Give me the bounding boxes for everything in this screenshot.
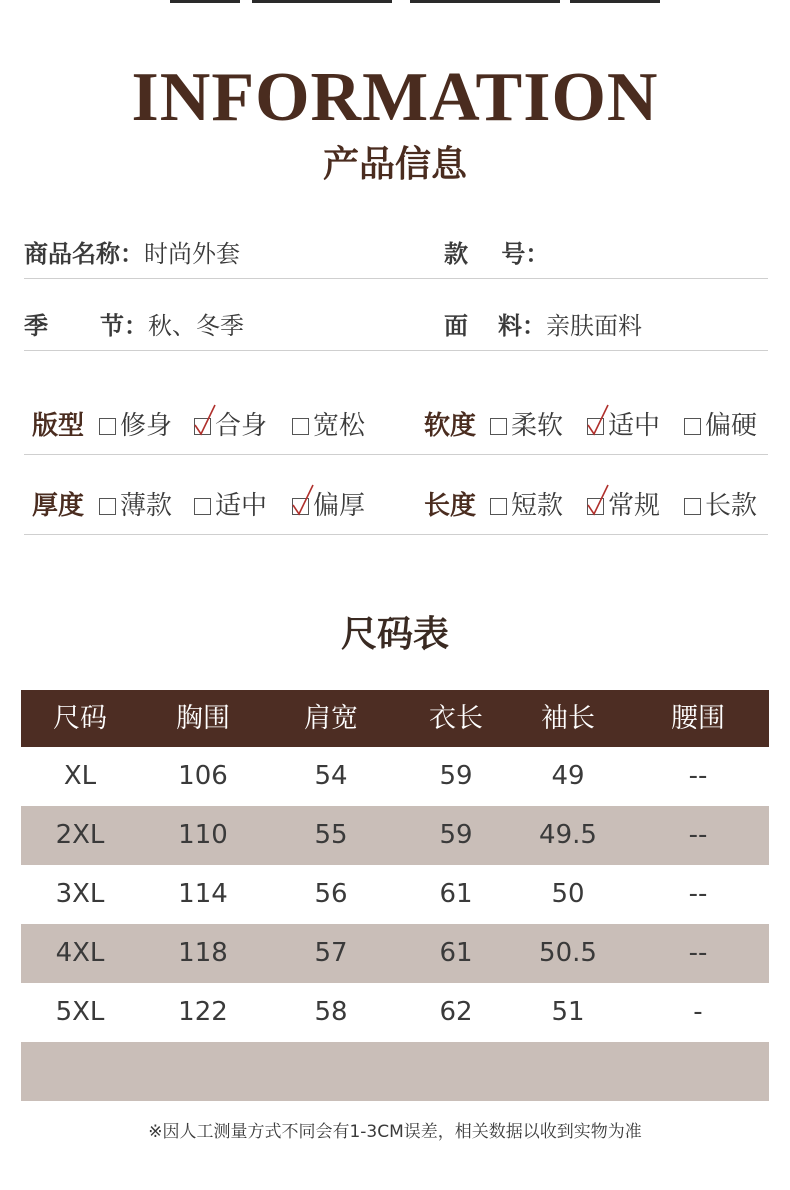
table-cell: 114 <box>178 879 228 909</box>
table-cell: -- <box>688 879 708 909</box>
product-name-value: 时尚外套 <box>144 240 240 268</box>
table-cell: 3XL <box>55 879 105 909</box>
table-cell: 2XL <box>55 820 105 850</box>
header-cell: 胸围 <box>176 703 230 734</box>
checked-box-icon <box>587 498 604 515</box>
table-cell: 50.5 <box>539 938 597 968</box>
checked-box-icon <box>292 498 309 515</box>
checked-box-icon <box>194 418 211 435</box>
table-row <box>21 924 769 983</box>
attribute-option-text: 长款 <box>705 491 758 521</box>
size-table <box>21 690 769 1101</box>
table-row <box>21 806 769 865</box>
top-image-strip <box>0 0 790 3</box>
attribute-option-text: 适中 <box>215 491 268 521</box>
attribute-option <box>684 488 757 524</box>
header-cell: 腰围 <box>671 703 725 734</box>
table-cell: -- <box>688 938 708 968</box>
page-title-cn: 产品信息 <box>322 144 467 185</box>
table-cell: XL <box>63 761 97 791</box>
attribute-option-text: 常规 <box>608 491 661 521</box>
page-title-en: INFORMATION <box>131 59 659 136</box>
attribute-option <box>292 408 365 444</box>
attribute-option <box>490 488 563 524</box>
table-cell: 57 <box>314 938 348 968</box>
empty-box-icon <box>99 418 116 435</box>
header-cell: 衣长 <box>429 703 483 734</box>
empty-box-icon <box>684 418 701 435</box>
attribute-option <box>292 488 365 524</box>
footnote: ※因人工测量方式不同会有1-3CM误差，相关数据以收到实物为准 <box>148 1122 642 1142</box>
attribute-row <box>24 478 768 535</box>
attribute-option-text: 短款 <box>511 491 564 521</box>
attribute-option-text: 薄款 <box>120 491 173 521</box>
empty-box-icon <box>99 498 116 515</box>
checked-box-icon <box>587 418 604 435</box>
header-cell: 袖长 <box>541 703 595 734</box>
attribute-row <box>24 398 768 455</box>
table-cell: 58 <box>314 997 348 1027</box>
table-cell: 50 <box>551 879 585 909</box>
attribute-label: 长度 <box>424 491 477 521</box>
table-row <box>21 865 769 924</box>
attribute-option-text: 适中 <box>608 411 661 441</box>
attribute-option-text: 偏硬 <box>705 411 758 441</box>
attribute-option-text: 宽松 <box>313 411 366 441</box>
season-label-a: 季 <box>24 312 48 340</box>
attribute-option <box>99 488 172 524</box>
info-row-season <box>24 298 768 351</box>
table-cell: 49 <box>551 761 585 791</box>
table-row <box>21 747 769 806</box>
attribute-label: 厚度 <box>32 491 85 521</box>
fabric-label-a: 面 <box>444 312 468 340</box>
table-cell: 49.5 <box>539 820 597 850</box>
attribute-option <box>194 488 267 524</box>
attribute-label: 版型 <box>32 411 85 441</box>
table-cell: 55 <box>314 820 348 850</box>
table-row <box>21 1042 769 1101</box>
table-cell: -- <box>688 761 708 791</box>
attribute-option-text: 合身 <box>215 411 268 441</box>
table-cell: 56 <box>314 879 348 909</box>
table-cell: 61 <box>439 879 473 909</box>
attribute-option <box>587 408 660 444</box>
table-cell: 106 <box>178 761 228 791</box>
season-value: 秋、冬季 <box>148 312 244 340</box>
size-table-header <box>21 690 769 747</box>
style-no-label: 款 号： <box>444 240 550 268</box>
table-cell: -- <box>688 820 708 850</box>
empty-box-icon <box>490 498 507 515</box>
table-cell: - <box>693 997 703 1027</box>
info-row-name <box>24 226 768 279</box>
attribute-option <box>587 488 660 524</box>
table-row <box>21 983 769 1042</box>
attribute-option <box>99 408 172 444</box>
season-label-b: 节： <box>100 312 148 340</box>
attribute-option <box>684 408 757 444</box>
table-cell: 4XL <box>55 938 105 968</box>
empty-box-icon <box>684 498 701 515</box>
table-cell: 118 <box>178 938 228 968</box>
table-cell: 59 <box>439 820 473 850</box>
empty-box-icon <box>194 498 211 515</box>
fabric-label-b: 料： <box>498 312 546 340</box>
size-table-title: 尺码表 <box>340 614 449 655</box>
attribute-option-text: 修身 <box>120 411 173 441</box>
table-cell: 5XL <box>55 997 105 1027</box>
product-name-label: 商品名称： <box>24 240 144 268</box>
attribute-option <box>194 408 267 444</box>
table-cell: 54 <box>314 761 348 791</box>
empty-box-icon <box>490 418 507 435</box>
attribute-option <box>490 408 563 444</box>
table-cell: 110 <box>178 820 228 850</box>
header-cell: 尺码 <box>53 703 107 734</box>
attribute-option-text: 偏厚 <box>313 491 366 521</box>
fabric-value: 亲肤面料 <box>546 312 642 340</box>
table-cell: 122 <box>178 997 228 1027</box>
header-cell: 肩宽 <box>304 703 358 734</box>
table-cell: 62 <box>439 997 473 1027</box>
table-cell: 59 <box>439 761 473 791</box>
attribute-label: 软度 <box>424 411 477 441</box>
empty-box-icon <box>292 418 309 435</box>
table-cell: 61 <box>439 938 473 968</box>
attribute-option-text: 柔软 <box>511 411 564 441</box>
table-cell: 51 <box>551 997 585 1027</box>
